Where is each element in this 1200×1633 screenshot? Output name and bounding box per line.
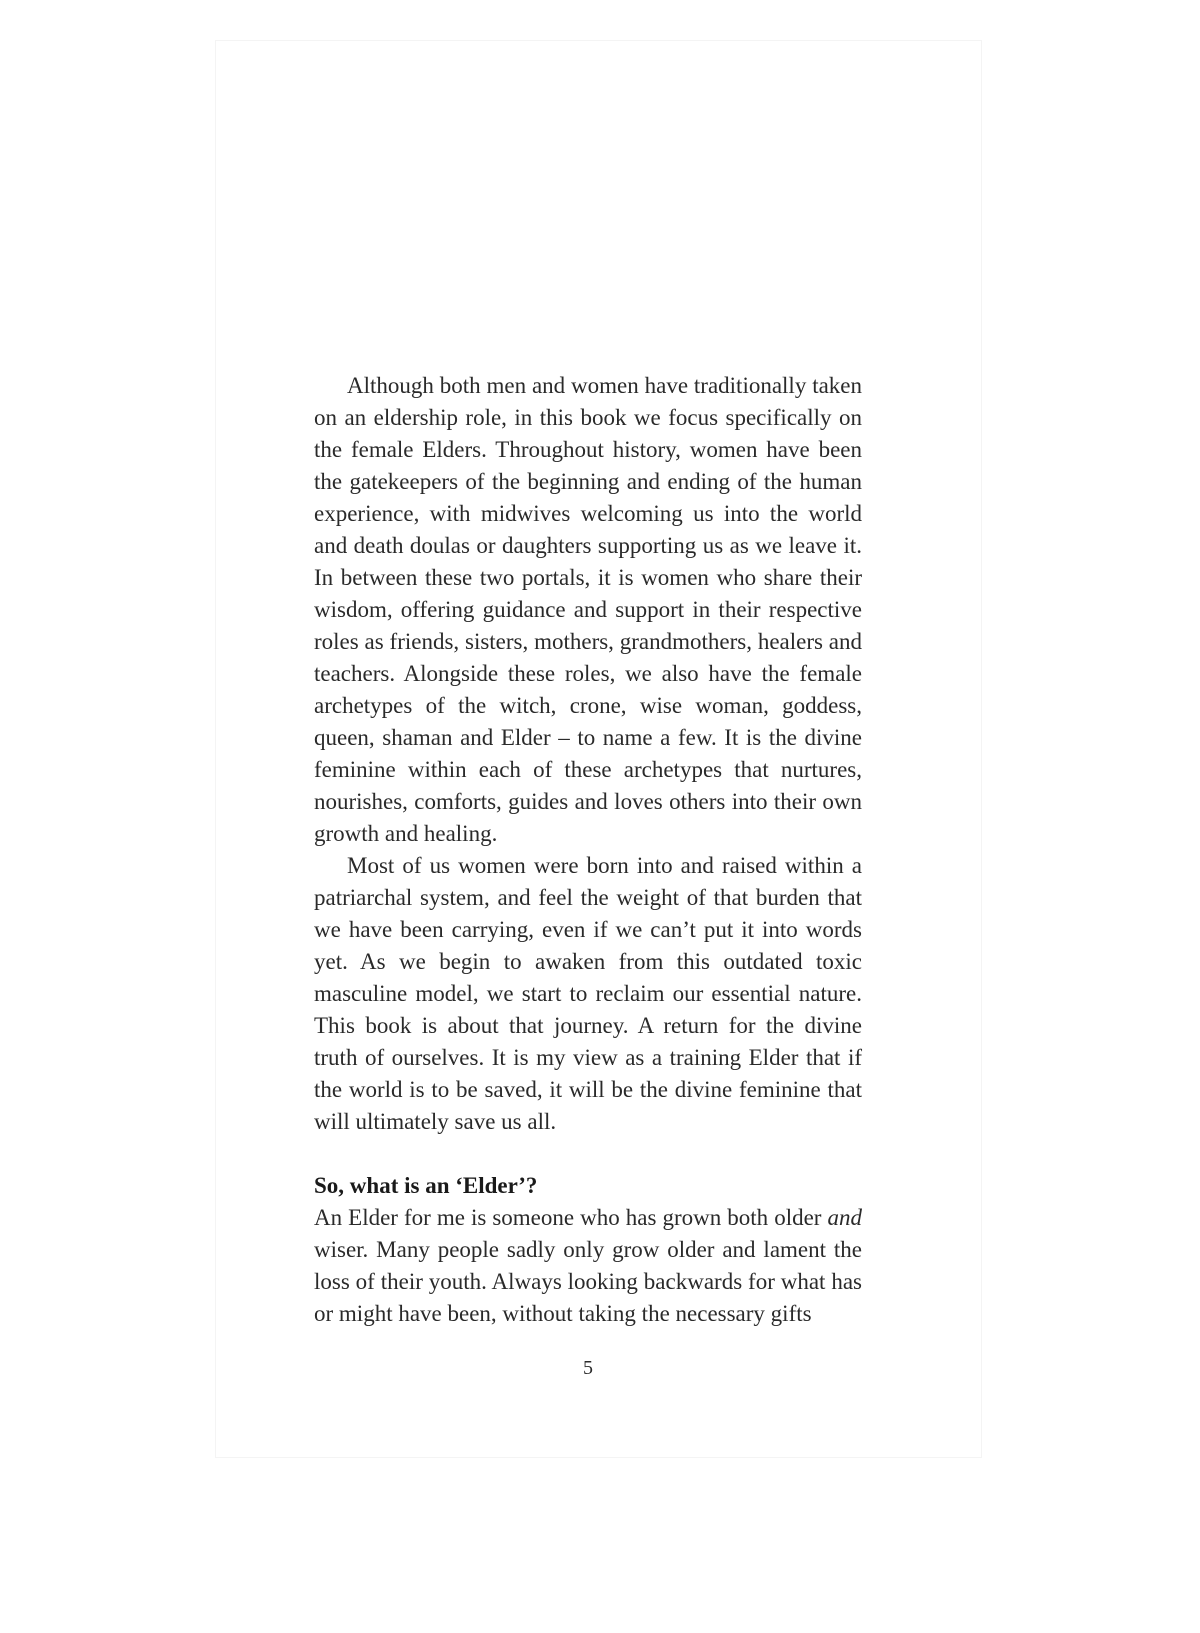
section-paragraph-emphasis: and [827,1205,862,1230]
section-paragraph-end: wiser. Many people sadly only grow older and lament the loss of their youth. Always looking backwards for what has or might have been, without taking the necessary gifts [314,1237,862,1326]
paragraph-1: Although both men and women have traditionally taken on an eldership role, in this book we focus specifically on the female Elders. Throughout history, women have been the gatekeepers of the beginning and ending of the human experience, with midwives welcoming us into the world and death doulas or daughters supporting us as we leave it. In between these two portals, it is women who share their wisdom, offering guidance and support in their respective roles as friends, sisters, mothers, grandmothers, healers and teachers. Alongside these roles, we also have the female archetypes of the witch, crone, wise woman, goddess, queen, shaman and Elder – to name a few. It is the divine feminine within each of these archetypes that nurtures, nourishes, comforts, guides and loves others into their own growth and healing. [314,373,862,846]
section-paragraph [314,1202,862,1330]
section-paragraph-start: An Elder for me is someone who has grown both older [314,1205,828,1230]
section-heading: So, what is an ‘Elder’? [314,1173,538,1198]
body-text [314,370,862,1330]
paragraph-2: Most of us women were born into and raised within a patriarchal system, and feel the weight of that burden that we have been carrying, even if we can’t put it into words yet. As we begin to awaken from this outdated toxic masculine model, we start to reclaim our essential nature. This book is about that journey. A return for the divine truth of ourselves. It is my view as a training Elder that if the world is to be saved, it will be the divine feminine that will ultimately save us all. [314,853,862,1134]
page-number: 5 [583,1357,593,1379]
